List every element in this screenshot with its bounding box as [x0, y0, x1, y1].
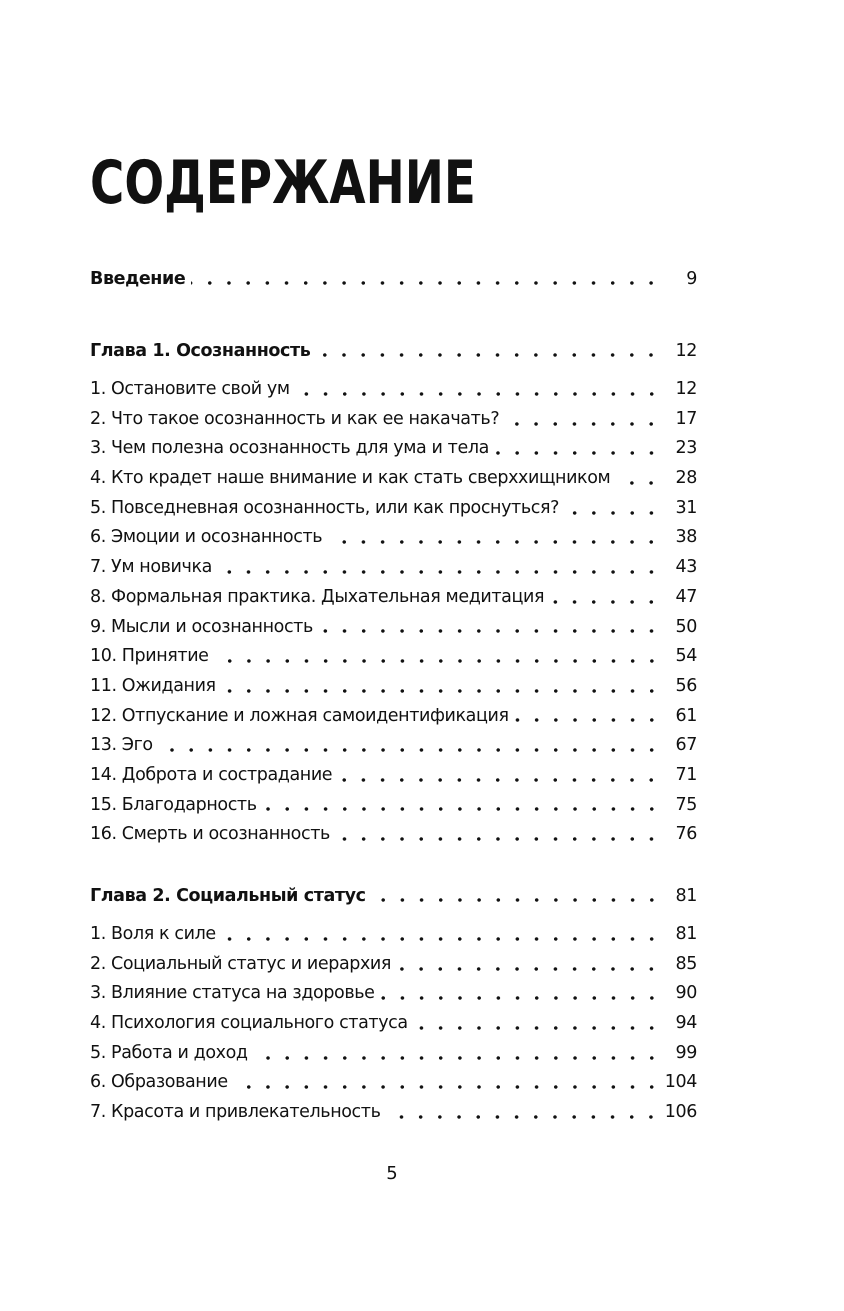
- toc-section-label: 3. Чем полезна осознанность для ума и тела: [90, 438, 489, 459]
- toc-section-entry: [90, 1098, 697, 1128]
- toc-section-entry: [90, 672, 697, 702]
- toc-chapter-heading: [90, 334, 697, 368]
- toc-section-label: 7. Ум новичка: [90, 557, 212, 578]
- toc-entry-label: Введение: [90, 269, 186, 289]
- toc-entry-introduction: [90, 262, 697, 296]
- toc-section-entry: [90, 494, 697, 524]
- toc-section-entry: [90, 523, 697, 553]
- toc-section-entry: [90, 434, 697, 464]
- dot-leader: [222, 687, 661, 695]
- dot-leader: [215, 657, 661, 665]
- toc-section-page: 75: [675, 794, 697, 815]
- toc-section-page: 31: [675, 497, 697, 518]
- dot-leader: [386, 1113, 661, 1121]
- toc-section-page: 17: [675, 408, 697, 429]
- dot-leader: [319, 627, 661, 635]
- dot-leader: [372, 896, 661, 904]
- toc-section-label: 6. Эмоции и осознанность: [90, 527, 323, 548]
- toc-section-label: 3. Влияние статуса на здоровье: [90, 983, 375, 1004]
- toc-section-page: 104: [664, 1072, 697, 1093]
- dot-leader: [381, 994, 661, 1002]
- toc-chapter-heading: [90, 879, 697, 913]
- toc-section-page: 67: [675, 735, 697, 756]
- toc-section-entry: [90, 1009, 697, 1039]
- toc-section-label: 8. Формальная практика. Дыхательная медитация: [90, 586, 545, 607]
- toc-section-label: 1. Остановите свой ум: [90, 379, 290, 399]
- spacer: [90, 850, 697, 879]
- dot-leader: [397, 965, 661, 973]
- toc-section-label: 4. Психология социального статуса: [90, 1013, 408, 1034]
- dot-leader: [316, 351, 661, 359]
- toc-section-page: 81: [675, 924, 697, 944]
- dot-leader: [218, 568, 661, 576]
- toc-section-entry: [90, 979, 697, 1009]
- table-of-contents: [90, 262, 697, 1128]
- toc-section-page: 56: [675, 675, 697, 696]
- toc-section-entry: [90, 1039, 697, 1069]
- toc-chapter-page: 81: [675, 886, 697, 906]
- toc-section-page: 71: [675, 764, 697, 785]
- toc-section-page: 23: [675, 438, 697, 459]
- dot-leader: [222, 935, 661, 943]
- dot-leader: [234, 1083, 661, 1091]
- toc-section-label: 7. Красота и привлекательность: [90, 1102, 381, 1123]
- toc-section-entry: [90, 464, 697, 494]
- spacer: [90, 913, 697, 920]
- toc-section-entry: [90, 791, 697, 821]
- toc-section-entry: [90, 950, 697, 980]
- dot-leader: [191, 279, 661, 287]
- dot-leader: [505, 420, 661, 428]
- toc-chapter-page: 12: [675, 341, 697, 361]
- toc-section-entry: [90, 731, 697, 761]
- spacer: [90, 368, 697, 375]
- toc-section-entry: [90, 920, 697, 950]
- toc-section-entry: [90, 613, 697, 643]
- toc-entry-page: 9: [686, 269, 697, 289]
- toc-section-entry: [90, 820, 697, 850]
- toc-section-label: 5. Работа и доход: [90, 1042, 248, 1063]
- dot-leader: [336, 835, 661, 843]
- toc-section-page: 43: [675, 557, 697, 578]
- page-number: 5: [386, 1163, 398, 1184]
- toc-section-entry: [90, 583, 697, 613]
- toc-section-page: 47: [675, 586, 697, 607]
- toc-section-page: 38: [675, 527, 697, 548]
- toc-section-page: 90: [675, 983, 697, 1004]
- toc-section-label: 1. Воля к силе: [90, 924, 216, 944]
- dot-leader: [263, 805, 661, 813]
- dot-leader: [159, 746, 661, 754]
- toc-section-page: 61: [675, 705, 697, 726]
- dot-leader: [550, 598, 661, 606]
- toc-section-entry: [90, 375, 697, 405]
- toc-section-label: 10. Принятие: [90, 646, 209, 667]
- toc-section-label: 2. Социальный статус и иерархия: [90, 953, 392, 974]
- toc-section-page: 99: [675, 1042, 697, 1063]
- dot-leader: [565, 509, 661, 517]
- toc-section-page: 106: [664, 1102, 697, 1123]
- toc-section-page: 12: [675, 379, 697, 399]
- toc-section-label: 13. Эго: [90, 735, 153, 756]
- toc-section-label: 12. Отпускание и ложная самоидентификация: [90, 705, 509, 726]
- dot-leader: [338, 776, 661, 784]
- toc-section-label: 5. Повседневная осознанность, или как проснуться?: [90, 497, 559, 518]
- toc-section-entry: [90, 702, 697, 732]
- toc-section-label: 4. Кто крадет наше внимание и как стать сверххищником: [90, 468, 611, 489]
- toc-section-entry: [90, 1068, 697, 1098]
- dot-leader: [328, 538, 661, 546]
- dot-leader: [616, 479, 661, 487]
- toc-section-page: 28: [675, 468, 697, 489]
- dot-leader: [254, 1054, 661, 1062]
- toc-chapter-label: Глава 1. Осознанность: [90, 341, 311, 361]
- toc-section-label: 2. Что такое осознанность и как ее накачать?: [90, 408, 500, 429]
- dot-leader: [515, 716, 661, 724]
- toc-section-page: 76: [675, 824, 697, 845]
- toc-section-label: 9. Мысли и осознанность: [90, 616, 313, 637]
- toc-section-label: 11. Ожидания: [90, 675, 216, 696]
- dot-leader: [414, 1024, 661, 1032]
- dot-leader: [495, 449, 661, 457]
- toc-section-label: 16. Смерть и осознанность: [90, 824, 330, 845]
- toc-section-entry: [90, 405, 697, 435]
- toc-section-label: 14. Доброта и сострадание: [90, 764, 333, 785]
- spacer: [90, 296, 697, 334]
- toc-section-label: 6. Образование: [90, 1072, 228, 1093]
- toc-section-page: 94: [675, 1013, 697, 1034]
- toc-section-page: 85: [675, 953, 697, 974]
- page-title: СОДЕРЖАНИЕ: [90, 148, 476, 218]
- toc-section-entry: [90, 553, 697, 583]
- toc-section-page: 50: [675, 616, 697, 637]
- dot-leader: [296, 390, 661, 398]
- toc-section-entry: [90, 642, 697, 672]
- toc-section-entry: [90, 761, 697, 791]
- toc-section-page: 54: [675, 646, 697, 667]
- toc-chapter-label: Глава 2. Социальный статус: [90, 886, 366, 906]
- toc-section-label: 15. Благодарность: [90, 794, 257, 815]
